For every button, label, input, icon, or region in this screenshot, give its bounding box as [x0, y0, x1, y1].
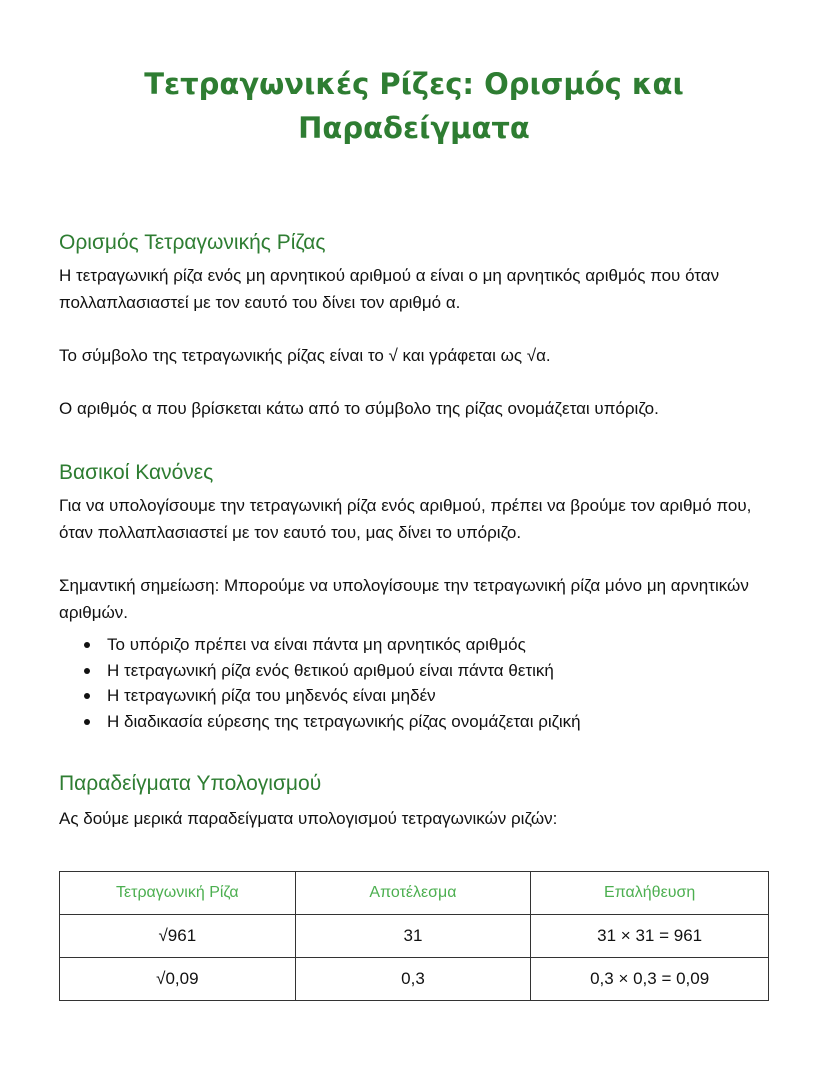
definition-paragraph: Η τετραγωνική ρίζα ενός μη αρνητικού αριθμού α είναι ο μη αρνητικός αριθμός που όταν πολλαπλασιαστεί με τον εαυτό του δίνει τον αριθμό α.: [59, 266, 720, 312]
table-header-row: [60, 872, 769, 915]
rules-heading: Βασικοί Κανόνες: [59, 461, 214, 484]
rules-paragraph: Για να υπολογίσουμε την τετραγωνική ρίζα ενός αριθμού, πρέπει να βρούμε τον αριθμό που, όταν πολλαπλασιαστεί με τον εαυτό του, μας δίνει το υπόριζο.: [59, 496, 752, 542]
table-cell: 0,3 × 0,3 = 0,09: [531, 958, 769, 1001]
rules-section: [59, 460, 769, 734]
examples-table: [59, 871, 769, 1001]
header-square-root: Τετραγωνική Ρίζα: [60, 872, 296, 915]
definition-heading: Ορισμός Τετραγωνικής Ρίζας: [59, 231, 326, 254]
table-row: [60, 958, 769, 1001]
table-cell: √961: [60, 915, 296, 958]
table-row: [60, 915, 769, 958]
header-verification: Επαλήθευση: [531, 872, 769, 915]
list-item: Το υπόριζο πρέπει να είναι πάντα μη αρνητικός αριθμός: [107, 632, 769, 658]
definition-section: [59, 230, 769, 422]
symbol-paragraph: Το σύμβολο της τετραγωνικής ρίζας είναι το √ και γράφεται ως √α.: [59, 346, 551, 365]
examples-section: [59, 771, 769, 1001]
page-title: Τετραγωνικές Ρίζες: Ορισμός και Παραδείγματα: [144, 67, 684, 145]
header-result: Αποτέλεσμα: [295, 872, 531, 915]
table-cell: 31 × 31 = 961: [531, 915, 769, 958]
list-item: Η τετραγωνική ρίζα του μηδενός είναι μηδέν: [107, 683, 769, 709]
table-cell: √0,09: [60, 958, 296, 1001]
table-cell: 0,3: [295, 958, 531, 1001]
list-item: Η διαδικασία εύρεσης της τετραγωνικής ρίζας ονομάζεται ριζική: [107, 709, 769, 735]
rules-list: [59, 632, 769, 734]
important-note: Σημαντική σημείωση: Μπορούμε να υπολογίσουμε την τετραγωνική ρίζα μόνο μη αρνητικών αριθμών.: [59, 576, 749, 622]
examples-heading: Παραδείγματα Υπολογισμού: [59, 772, 322, 795]
list-item: Η τετραγωνική ρίζα ενός θετικού αριθμού είναι πάντα θετική: [107, 658, 769, 684]
radicand-paragraph: Ο αριθμός α που βρίσκεται κάτω από το σύμβολο της ρίζας ονομάζεται υπόριζο.: [59, 399, 659, 418]
table-cell: 31: [295, 915, 531, 958]
examples-intro: Ας δούμε μερικά παραδείγματα υπολογισμού τετραγωνικών ριζών:: [59, 809, 558, 828]
